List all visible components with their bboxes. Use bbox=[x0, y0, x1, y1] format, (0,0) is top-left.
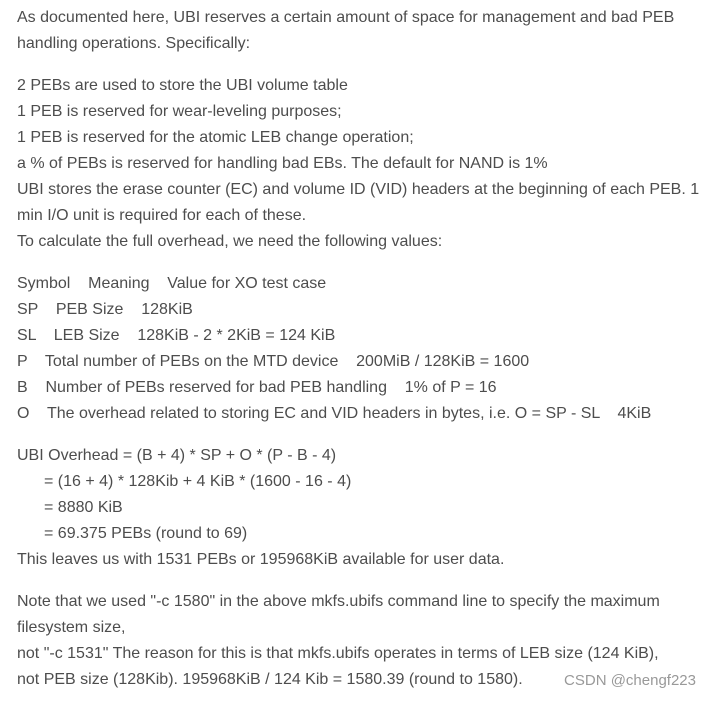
note-line: not "-c 1531" The reason for this is that mkfs.ubifs operates in terms of LEB size (124 KiB), bbox=[17, 645, 659, 662]
list-item: 2 PEBs are used to store the UBI volume table bbox=[17, 77, 348, 94]
overhead-list bbox=[17, 73, 705, 255]
note-line: not PEB size (128Kib). 195968KiB / 124 Kib = 1580.39 (round to 1580). bbox=[17, 671, 523, 688]
overhead-calculation bbox=[17, 443, 705, 573]
article-body bbox=[17, 5, 705, 693]
table-row: SP PEB Size 128KiB bbox=[17, 301, 193, 318]
calc-step: = 8880 KiB bbox=[44, 499, 123, 516]
list-item: a % of PEBs is reserved for handling bad EBs. The default for NAND is 1% bbox=[17, 155, 548, 172]
calc-formula: UBI Overhead = (B + 4) * SP + O * (P - B - 4) bbox=[17, 447, 337, 464]
csdn-watermark: CSDN @chengf223 bbox=[564, 672, 696, 689]
calc-result: This leaves us with 1531 PEBs or 195968KiB available for user data. bbox=[17, 551, 505, 568]
list-item: To calculate the full overhead, we need the following values: bbox=[17, 233, 443, 250]
list-item: 1 PEB is reserved for wear-leveling purposes; bbox=[17, 103, 342, 120]
table-header-row: Symbol Meaning Value for XO test case bbox=[17, 275, 327, 292]
list-item: 1 PEB is reserved for the atomic LEB change operation; bbox=[17, 129, 414, 146]
list-item: UBI stores the erase counter (EC) and volume ID (VID) headers at the beginning of each PEB. 1 min I/O unit is required for each of these. bbox=[17, 181, 700, 224]
table-row: SL LEB Size 128KiB - 2 * 2KiB = 124 KiB bbox=[17, 327, 336, 344]
symbol-table bbox=[17, 271, 705, 427]
calc-step: = 69.375 PEBs (round to 69) bbox=[44, 525, 248, 542]
table-row: P Total number of PEBs on the MTD device 200MiB / 128KiB = 1600 bbox=[17, 353, 530, 370]
calc-step: = (16 + 4) * 128Kib + 4 KiB * (1600 - 16 - 4) bbox=[44, 473, 352, 490]
note-line: Note that we used "-c 1580" in the above mkfs.ubifs command line to specify the maximum filesystem size, bbox=[17, 593, 660, 636]
table-row: O The overhead related to storing EC and VID headers in bytes, i.e. O = SP - SL 4KiB bbox=[17, 405, 652, 422]
intro-paragraph: As documented here, UBI reserves a certain amount of space for management and bad PEB handling operations. Specifically: bbox=[17, 9, 675, 52]
table-row: B Number of PEBs reserved for bad PEB handling 1% of P = 16 bbox=[17, 379, 497, 396]
